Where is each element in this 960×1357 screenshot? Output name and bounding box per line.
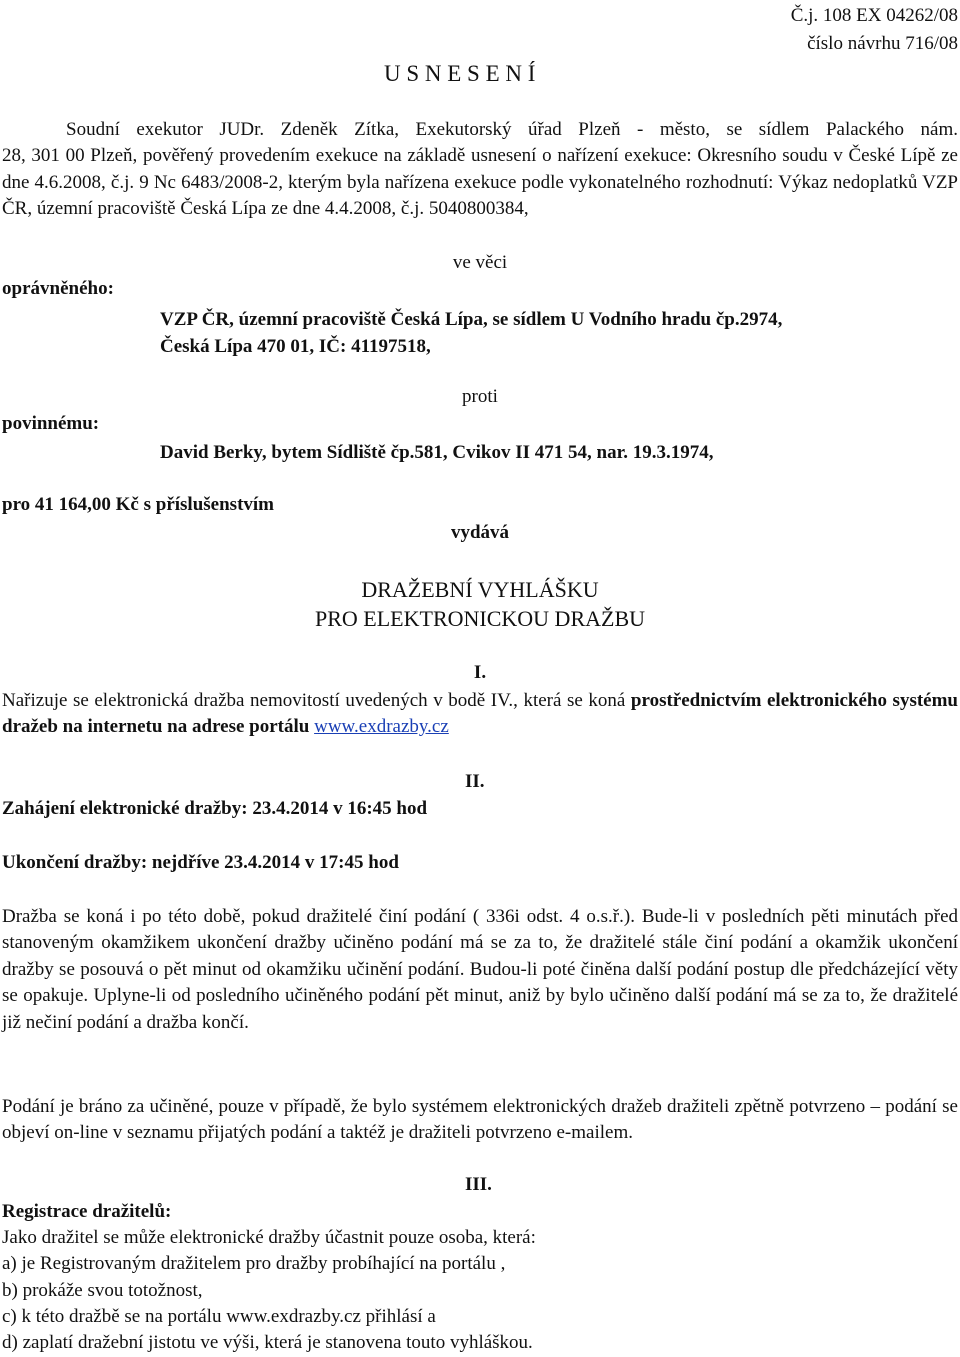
registration-heading: Registrace dražitelů: (2, 1201, 172, 1222)
proti-label: proti (462, 386, 498, 407)
section-1-numeral: I. (473, 662, 487, 683)
claim-amount: pro 41 164,00 Kč s příslušenstvím (2, 494, 275, 515)
document-title: U S N E S E N Í (384, 61, 536, 86)
registration-item-a: a) je Registrovaným dražitelem pro dražby probíhající na portálu , (2, 1253, 506, 1274)
vydava-label: vydává (450, 522, 510, 543)
exdrazby-link[interactable]: www.exdrazby.cz (314, 716, 449, 737)
creditor-line-1: VZP ČR, územní pracoviště Česká Lípa, se sídlem U Vodního hradu čp.2974, (160, 309, 783, 330)
section-1-text-bold: prostřednictvím elektronického systému dražeb na internetu na adrese portálu (2, 690, 958, 737)
bid-confirmation-paragraph: Podání je bráno za učiněné, pouze v případě, že bylo systémem elektronických dražeb dražiteli zpětně potvrzeno – podání se objeví on-line v seznamu přijatých podání a taktéž je dražiteli potvrzeno e-mailem. (2, 1096, 958, 1143)
registration-lead: Jako dražitel se může elektronické dražby účastnit pouze osoba, která: (2, 1227, 536, 1248)
creditor-line-2: Česká Lípa 470 01, IČ: 41197518, (160, 336, 431, 357)
auction-end: Ukončení dražby: nejdříve 23.4.2014 v 17:45 hod (2, 852, 399, 873)
ve-veci-label: ve věci (452, 252, 508, 273)
auction-start: Zahájení elektronické dražby: 23.4.2014 v 16:45 hod (2, 798, 428, 819)
section-1-text-plain: Nařizuje se elektronická dražba nemovitostí uvedených v bodě IV., která se koná (2, 690, 631, 711)
notice-title-line-1: DRAŽEBNÍ VYHLÁŠKU (361, 577, 599, 602)
auction-rules-paragraph: Dražba se koná i po této době, pokud dražitelé činí podání ( 336i odst. 4 o.s.ř.). Bude-li v posledních pěti minutách před stanoveným okamžikem ukončení dražby učiněno podání má se za to, že dražitelé stále činí podání a okamžik ukončení dražby se posouvá o pět minut od okamžiku učinění podání. Budou-li poté činěna další podání postup dle předcházející věty se opakuje. Uplyne-li od posledního učiněného podání pět minut, aniž by bylo učiněno další podání má se za to, že dražitelé již nečiní podání a dražba končí. (2, 906, 958, 1033)
case-number: Č.j. 108 EX 04262/08 (790, 5, 958, 26)
proposal-number: číslo návrhu 716/08 (807, 33, 958, 54)
notice-title-line-2: PRO ELEKTRONICKOU DRAŽBU (315, 606, 645, 631)
registration-item-b: b) prokáže svou totožnost, (2, 1280, 203, 1301)
section-3-numeral: III. (465, 1174, 492, 1195)
registration-item-c: c) k této dražbě se na portálu www.exdrazby.cz přihlásí a (2, 1306, 436, 1327)
intro-paragraph: 28, 301 00 Plzeň, pověřený provedením exekuce na základě usnesení o nařízení exekuce: Okresního soudu v České Lípě ze dne 4.6.2008, č.j. 9 Nc 6483/2008-2, kterým byla nařízena exekuce podle vykonatelného rozhodnutí: Výkaz nedoplatků VZP ČR, územní pracoviště Česká Lípa ze dne 4.4.2008, č.j. 5040800384, (2, 145, 958, 219)
debtor-label: povinnému: (2, 413, 100, 434)
debtor-line: David Berky, bytem Sídliště čp.581, Cvikov II 471 54, nar. 19.3.1974, (160, 442, 714, 463)
section-2-numeral: II. (465, 771, 485, 792)
intro-first-line: Soudní exekutor JUDr. Zdeněk Zítka, Exekutorský úřad Plzeň - město, se sídlem Palackého nám. (66, 119, 958, 140)
section-1-text (2, 688, 958, 740)
creditor-label: oprávněného: (2, 278, 114, 299)
registration-item-d: d) zaplatí dražební jistotu ve výši, která je stanovena touto vyhláškou. (2, 1332, 533, 1353)
